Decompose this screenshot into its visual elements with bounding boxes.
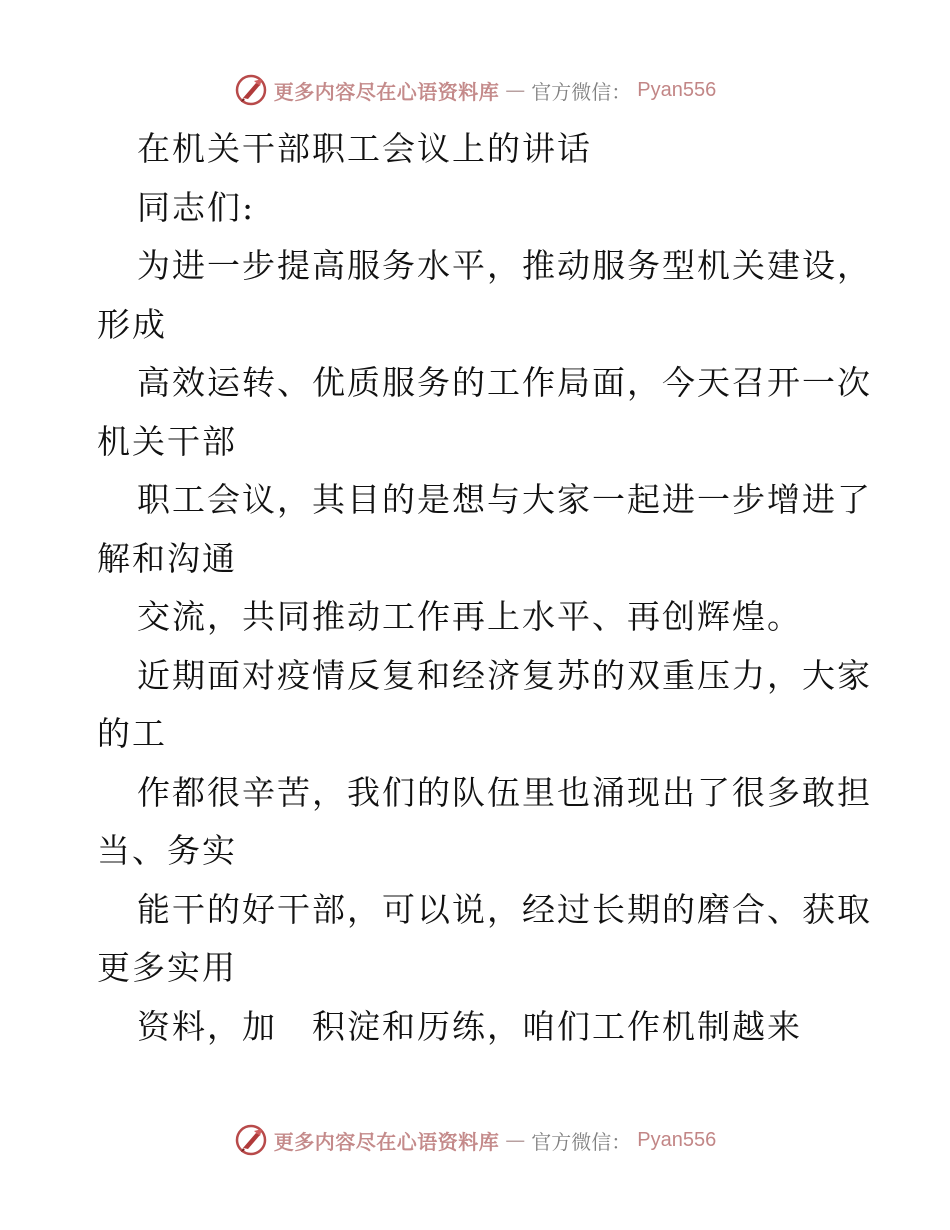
text-line: 近期面对疫情反复和经济复苏的双重压力，大家	[137, 655, 872, 695]
watermark-dash: —	[505, 78, 526, 102]
text-line: 职工会议，其目的是想与大家一起进一步增进了	[137, 480, 872, 519]
text-line: 当、务实	[97, 831, 237, 870]
red-quill-logo-icon	[234, 1123, 268, 1157]
text-line: 能干的好干部，可以说，经过长期的磨合、获取	[137, 889, 872, 929]
watermark-wechat-label: 官方微信：	[531, 1129, 632, 1154]
watermark-dash: —	[505, 1128, 526, 1152]
text-line: 更多实用	[97, 948, 237, 987]
document-title: 在机关干部职工会议上的讲话	[137, 129, 592, 168]
text-line: 为进一步提高服务水平，推动服务型机关建设，	[137, 246, 872, 285]
watermark-wechat-label: 官方微信：	[531, 79, 632, 104]
text-line: 交流，共同推动工作再上水平、再创辉煌。	[137, 597, 802, 636]
text-line: 的工	[97, 714, 167, 753]
footer-watermark	[0, 1120, 950, 1160]
document-body	[97, 120, 872, 1056]
salutation: 同志们:	[137, 187, 256, 227]
text-line: 机关干部	[97, 421, 237, 461]
text-line: 作都很辛苦，我们的队伍里也涌现出了很多敢担	[137, 772, 872, 812]
red-quill-logo-icon	[234, 73, 268, 107]
watermark-wechat-id: Pyan556	[637, 78, 717, 101]
header-watermark	[0, 70, 950, 110]
text-line: 形成	[97, 304, 167, 344]
text-line: 资料，加 积淀和历练，咱们工作机制越来	[137, 1006, 802, 1046]
watermark-site-text: 更多内容尽在心语资料库	[273, 79, 500, 104]
watermark-site-text: 更多内容尽在心语资料库	[273, 1129, 500, 1154]
text-line: 解和沟通	[97, 538, 237, 578]
watermark-wechat-id: Pyan556	[637, 1128, 717, 1151]
text-line: 高效运转、优质服务的工作局面，今天召开一次	[137, 363, 872, 402]
